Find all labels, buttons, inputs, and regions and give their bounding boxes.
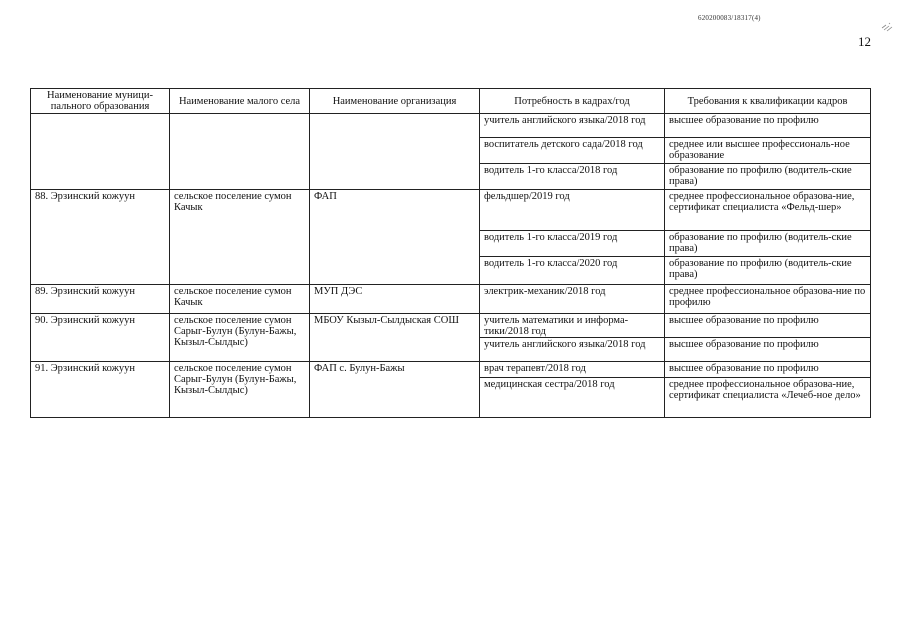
village-cell: сельское поселение сумон Сарыг-Булун (Булун-Бажы, Кызыл-Сылдыс) bbox=[170, 314, 310, 362]
need-cell: водитель 1-го класса/2018 год bbox=[480, 164, 665, 190]
need-cell: воспитатель детского сада/2018 год bbox=[480, 138, 665, 164]
requirement-cell: среднее профессиональное образова-ние, сертификат специалиста «Фельд-шер» bbox=[665, 190, 871, 231]
need-cell: учитель английского языка/2018 год bbox=[480, 338, 665, 362]
organization-cell: ФАП bbox=[310, 190, 480, 285]
organization-cell: МБОУ Кызыл-Сылдыская СОШ bbox=[310, 314, 480, 362]
requirement-cell: среднее или высшее профессиональ-ное образование bbox=[665, 138, 871, 164]
requirement-cell: образование по профилю (водитель-ские права) bbox=[665, 231, 871, 257]
need-cell: электрик-механик/2018 год bbox=[480, 285, 665, 314]
table-row bbox=[31, 285, 871, 314]
village-cell: сельское поселение сумон Качык bbox=[170, 285, 310, 314]
table-row bbox=[31, 362, 871, 378]
municipality-cell: 89. Эрзинский кожуун bbox=[31, 285, 170, 314]
village-cell: сельское поселение сумон Сарыг-Булун (Булун-Бажы, Кызыл-Сылдыс) bbox=[170, 362, 310, 418]
column-header-requirement: Требования к квалификации кадров bbox=[665, 89, 871, 114]
municipality-cell: 91. Эрзинский кожуун bbox=[31, 362, 170, 418]
requirement-cell: среднее профессиональное образова-ние по профилю bbox=[665, 285, 871, 314]
municipality-cell bbox=[31, 114, 170, 190]
organization-cell: МУП ДЭС bbox=[310, 285, 480, 314]
requirement-cell: высшее образование по профилю bbox=[665, 314, 871, 338]
table-row bbox=[31, 114, 871, 138]
need-cell: медицинская сестра/2018 год bbox=[480, 378, 665, 418]
municipality-cell: 88. Эрзинский кожуун bbox=[31, 190, 170, 285]
organization-cell: ФАП с. Булун-Бажы bbox=[310, 362, 480, 418]
column-header-need: Потребность в кадрах/год bbox=[480, 89, 665, 114]
staffing-needs-table bbox=[30, 88, 871, 418]
village-cell bbox=[170, 114, 310, 190]
municipality-cell: 90. Эрзинский кожуун bbox=[31, 314, 170, 362]
scan-mark-icon bbox=[880, 16, 896, 32]
table-row bbox=[31, 190, 871, 231]
table-header-row bbox=[31, 89, 871, 114]
column-header-organization: Наименование организация bbox=[310, 89, 480, 114]
organization-cell bbox=[310, 114, 480, 190]
need-cell: учитель английского языка/2018 год bbox=[480, 114, 665, 138]
requirement-cell: образование по профилю (водитель-ские права) bbox=[665, 257, 871, 285]
page-number: 12 bbox=[858, 34, 871, 49]
table-row bbox=[31, 314, 871, 338]
need-cell: фельдшер/2019 год bbox=[480, 190, 665, 231]
need-cell: врач терапевт/2018 год bbox=[480, 362, 665, 378]
requirement-cell: среднее профессиональное образова-ние, сертификат специалиста «Лечеб-ное дело» bbox=[665, 378, 871, 418]
requirement-cell: высшее образование по профилю bbox=[665, 362, 871, 378]
document-code: 620200083/18317(4) bbox=[698, 14, 761, 22]
requirement-cell: образование по профилю (водитель-ские права) bbox=[665, 164, 871, 190]
need-cell: учитель математики и информа-тики/2018 год bbox=[480, 314, 665, 338]
column-header-village: Наименование малого села bbox=[170, 89, 310, 114]
requirement-cell: высшее образование по профилю bbox=[665, 338, 871, 362]
column-header-municipality: Наименование муници-пального образования bbox=[31, 89, 170, 114]
requirement-cell: высшее образование по профилю bbox=[665, 114, 871, 138]
need-cell: водитель 1-го класса/2019 год bbox=[480, 231, 665, 257]
need-cell: водитель 1-го класса/2020 год bbox=[480, 257, 665, 285]
village-cell: сельское поселение сумон Качык bbox=[170, 190, 310, 285]
